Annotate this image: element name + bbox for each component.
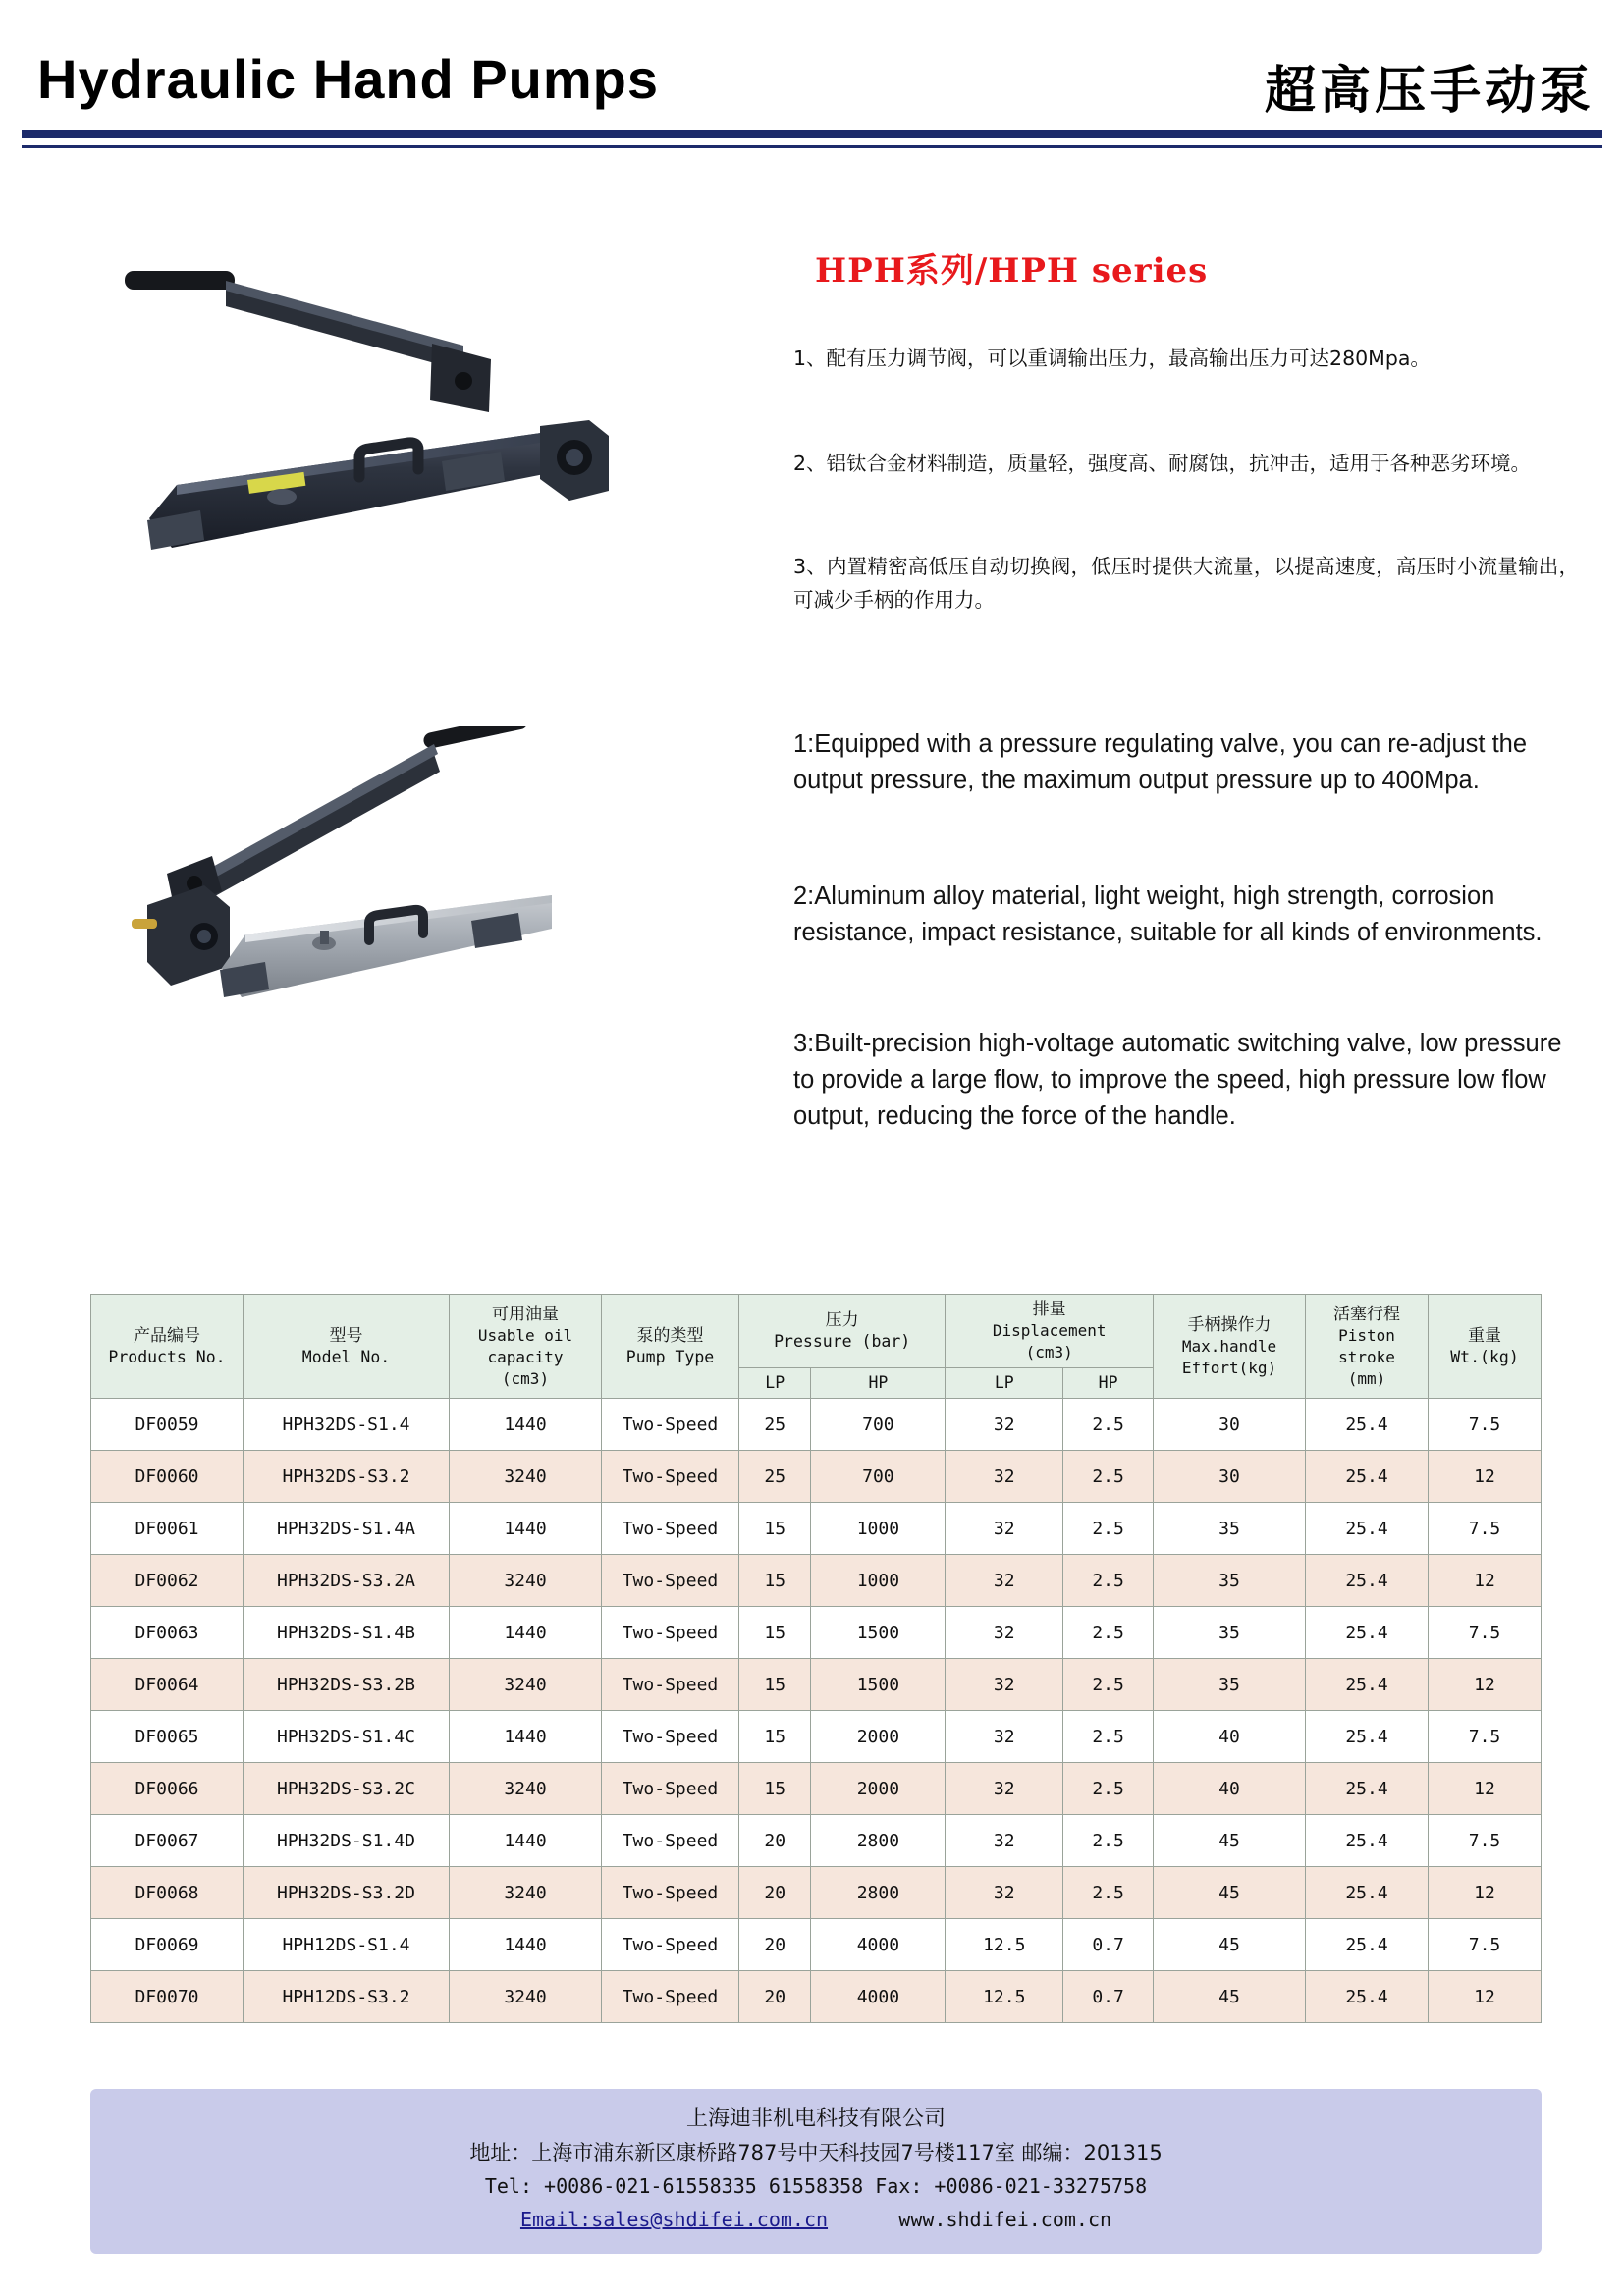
cell-piston-stroke: 25.4 [1306,1711,1429,1763]
table-row [91,1815,1542,1867]
cell-weight: 12 [1429,1659,1542,1711]
chinese-feature-3: 3、内置精密高低压自动切换阀，低压时提供大流量，以提高速度，高压时小流量输出，可减少手柄的作用力。 [793,555,1579,612]
cell-model-no: HPH12DS-S1.4 [244,1919,450,1971]
cell-piston-stroke: 25.4 [1306,1659,1429,1711]
cell-pressure-hp: 1000 [811,1503,946,1555]
header-products-no: 产品编号 Products No. [91,1295,244,1399]
cell-weight: 12 [1429,1763,1542,1815]
series-title: HPH系列/HPH series [815,251,1209,291]
cell-displacement-hp: 2.5 [1063,1607,1154,1659]
cell-oil-capacity: 3240 [450,1555,602,1607]
cell-handle-effort: 35 [1154,1607,1306,1659]
cell-displacement-hp: 0.7 [1063,1919,1154,1971]
header-displacement-lp: LP [946,1368,1063,1399]
cell-weight: 7.5 [1429,1711,1542,1763]
cell-pressure-hp: 1500 [811,1607,946,1659]
cell-displacement-hp: 2.5 [1063,1711,1154,1763]
cell-displacement-hp: 2.5 [1063,1399,1154,1451]
cell-products-no: DF0063 [91,1607,244,1659]
cell-oil-capacity: 3240 [450,1451,602,1503]
cell-displacement-lp: 32 [946,1711,1063,1763]
cell-handle-effort: 30 [1154,1451,1306,1503]
cell-pump-type: Two-Speed [602,1503,739,1555]
table-row [91,1971,1542,2023]
cell-products-no: DF0060 [91,1451,244,1503]
cell-displacement-lp: 32 [946,1867,1063,1919]
cell-pump-type: Two-Speed [602,1763,739,1815]
cell-weight: 7.5 [1429,1503,1542,1555]
cell-products-no: DF0065 [91,1711,244,1763]
english-feature-1: 1:Equipped with a pressure regulating valve, you can re-adjust the output pressure, the maximum output pressure up to 400Mpa. [793,730,1528,794]
footer-email-link[interactable]: Email:sales@shdifei.com.cn [519,2208,829,2231]
cell-pressure-hp: 700 [811,1399,946,1451]
cell-displacement-hp: 2.5 [1063,1867,1154,1919]
cell-weight: 7.5 [1429,1919,1542,1971]
cell-pump-type: Two-Speed [602,1919,739,1971]
cell-displacement-lp: 12.5 [946,1919,1063,1971]
footer-address: 地址：上海市浦东新区康桥路787号中天科技园7号楼117室 邮编：201315 [469,2141,1163,2164]
cell-displacement-hp: 2.5 [1063,1451,1154,1503]
cell-pressure-lp: 25 [739,1451,811,1503]
page-title: Hydraulic Hand Pumps [37,48,660,110]
cell-model-no: HPH32DS-S3.2B [244,1659,450,1711]
cell-piston-stroke: 25.4 [1306,1815,1429,1867]
cell-weight: 12 [1429,1971,1542,2023]
cell-oil-capacity: 1440 [450,1399,602,1451]
cell-pressure-hp: 2000 [811,1711,946,1763]
cell-handle-effort: 35 [1154,1503,1306,1555]
cell-pump-type: Two-Speed [602,1659,739,1711]
cell-products-no: DF0059 [91,1399,244,1451]
cell-products-no: DF0068 [91,1867,244,1919]
table-row [91,1763,1542,1815]
cell-displacement-lp: 32 [946,1399,1063,1451]
cell-piston-stroke: 25.4 [1306,1607,1429,1659]
table-row [91,1711,1542,1763]
footer-spacer [839,2208,887,2231]
cell-displacement-lp: 32 [946,1659,1063,1711]
cell-model-no: HPH32DS-S1.4C [244,1711,450,1763]
header-weight: 重量 Wt.(kg) [1429,1295,1542,1399]
cell-oil-capacity: 3240 [450,1971,602,2023]
page-title-chinese: 超高压手动泵 [1264,62,1595,121]
cell-oil-capacity: 3240 [450,1867,602,1919]
cell-pressure-hp: 2800 [811,1867,946,1919]
cell-weight: 12 [1429,1867,1542,1919]
header-handle-effort: 手柄操作力 Max.handle Effort(kg) [1154,1295,1306,1399]
cell-products-no: DF0067 [91,1815,244,1867]
cell-products-no: DF0069 [91,1919,244,1971]
cell-pump-type: Two-Speed [602,1451,739,1503]
cell-pressure-hp: 700 [811,1451,946,1503]
cell-model-no: HPH32DS-S1.4 [244,1399,450,1451]
cell-oil-capacity: 3240 [450,1763,602,1815]
cell-piston-stroke: 25.4 [1306,1763,1429,1815]
header-divider-thin [22,145,1602,148]
table-header-row-1 [91,1295,1542,1368]
cell-products-no: DF0062 [91,1555,244,1607]
cell-pressure-lp: 25 [739,1399,811,1451]
cell-displacement-hp: 2.5 [1063,1659,1154,1711]
cell-model-no: HPH32DS-S3.2 [244,1451,450,1503]
cell-weight: 12 [1429,1451,1542,1503]
cell-handle-effort: 30 [1154,1399,1306,1451]
product-image-top [79,234,687,558]
table-row [91,1399,1542,1451]
product-image-bottom [128,726,638,1041]
chinese-feature-1: 1、配有压力调节阀，可以重调输出压力，最高输出压力可达280Mpa。 [793,347,1431,370]
spec-table-wrapper [90,1294,1542,2023]
table-row [91,1867,1542,1919]
cell-displacement-lp: 32 [946,1763,1063,1815]
cell-displacement-hp: 0.7 [1063,1971,1154,2023]
cell-oil-capacity: 1440 [450,1919,602,1971]
cell-pressure-lp: 15 [739,1555,811,1607]
cell-displacement-lp: 32 [946,1815,1063,1867]
cell-displacement-hp: 2.5 [1063,1815,1154,1867]
cell-weight: 7.5 [1429,1607,1542,1659]
cell-displacement-lp: 32 [946,1503,1063,1555]
cell-pressure-hp: 4000 [811,1919,946,1971]
cell-handle-effort: 35 [1154,1555,1306,1607]
footer-contact-line [90,2203,1542,2236]
table-row [91,1607,1542,1659]
cell-model-no: HPH32DS-S1.4B [244,1607,450,1659]
cell-piston-stroke: 25.4 [1306,1399,1429,1451]
spec-table-body [91,1399,1542,2023]
footer-phone: Tel: +0086-021-61558335 61558358 Fax: +0086-021-33275758 [484,2174,1148,2198]
chinese-feature-2: 2、铝钛合金材料制造，质量轻，强度高、耐腐蚀，抗冲击，适用于各种恶劣环境。 [793,452,1532,475]
cell-pressure-lp: 15 [739,1763,811,1815]
cell-piston-stroke: 25.4 [1306,1555,1429,1607]
cell-model-no: HPH32DS-S3.2C [244,1763,450,1815]
english-feature-3: 3:Built-precision high-voltage automatic switching valve, low pressure to provide a large flow, to improve the speed, high pressure low flow output, reducing the force of the handle. [793,1030,1562,1130]
header-model-no: 型号 Model No. [244,1295,450,1399]
table-row [91,1919,1542,1971]
cell-handle-effort: 45 [1154,1867,1306,1919]
cell-model-no: HPH32DS-S1.4D [244,1815,450,1867]
spec-table-head [91,1295,1542,1399]
header-divider-thick [22,130,1602,138]
cell-pump-type: Two-Speed [602,1711,739,1763]
cell-displacement-lp: 32 [946,1607,1063,1659]
cell-pump-type: Two-Speed [602,1971,739,2023]
cell-displacement-hp: 2.5 [1063,1555,1154,1607]
table-row [91,1555,1542,1607]
cell-pump-type: Two-Speed [602,1867,739,1919]
cell-handle-effort: 40 [1154,1763,1306,1815]
cell-pressure-hp: 1000 [811,1555,946,1607]
cell-model-no: HPH32DS-S1.4A [244,1503,450,1555]
cell-products-no: DF0070 [91,1971,244,2023]
english-feature-2: 2:Aluminum alloy material, light weight, high strength, corrosion resistance, impact resistance, suitable for all kinds of environments. [793,882,1543,946]
spec-table [90,1294,1542,2023]
cell-model-no: HPH32DS-S3.2D [244,1867,450,1919]
cell-piston-stroke: 25.4 [1306,1503,1429,1555]
cell-oil-capacity: 1440 [450,1607,602,1659]
cell-pressure-lp: 15 [739,1607,811,1659]
cell-oil-capacity: 3240 [450,1659,602,1711]
cell-weight: 7.5 [1429,1399,1542,1451]
header-piston-stroke: 活塞行程 Piston stroke (mm) [1306,1295,1429,1399]
footer-company: 上海迪非机电科技有限公司 [685,2107,946,2131]
cell-oil-capacity: 1440 [450,1503,602,1555]
cell-oil-capacity: 1440 [450,1711,602,1763]
cell-pump-type: Two-Speed [602,1555,739,1607]
cell-weight: 7.5 [1429,1815,1542,1867]
cell-pressure-hp: 4000 [811,1971,946,2023]
cell-pump-type: Two-Speed [602,1815,739,1867]
cell-pressure-hp: 2000 [811,1763,946,1815]
cell-pressure-lp: 15 [739,1659,811,1711]
header-displacement-hp: HP [1063,1368,1154,1399]
cell-displacement-lp: 12.5 [946,1971,1063,2023]
cell-pressure-lp: 20 [739,1971,811,2023]
cell-displacement-lp: 32 [946,1451,1063,1503]
footer-panel [90,2089,1542,2254]
cell-piston-stroke: 25.4 [1306,1867,1429,1919]
header-pressure-lp: LP [739,1368,811,1399]
header-pressure: 压力 Pressure (bar) [739,1295,946,1368]
cell-piston-stroke: 25.4 [1306,1919,1429,1971]
cell-model-no: HPH32DS-S3.2A [244,1555,450,1607]
footer-website-link[interactable]: www.shdifei.com.cn [898,2208,1112,2231]
cell-oil-capacity: 1440 [450,1815,602,1867]
table-row [91,1451,1542,1503]
table-row [91,1503,1542,1555]
cell-pressure-lp: 20 [739,1815,811,1867]
header-oil-capacity: 可用油量 Usable oil capacity (cm3) [450,1295,602,1399]
cell-piston-stroke: 25.4 [1306,1451,1429,1503]
page-header [0,0,1624,157]
cell-handle-effort: 40 [1154,1711,1306,1763]
cell-displacement-hp: 2.5 [1063,1763,1154,1815]
cell-displacement-lp: 32 [946,1555,1063,1607]
cell-pressure-hp: 2800 [811,1815,946,1867]
cell-products-no: DF0064 [91,1659,244,1711]
cell-displacement-hp: 2.5 [1063,1503,1154,1555]
cell-handle-effort: 45 [1154,1815,1306,1867]
cell-handle-effort: 35 [1154,1659,1306,1711]
header-displacement: 排量 Displacement (cm3) [946,1295,1154,1368]
cell-handle-effort: 45 [1154,1919,1306,1971]
cell-products-no: DF0061 [91,1503,244,1555]
header-pump-type: 泵的类型 Pump Type [602,1295,739,1399]
cell-pressure-hp: 1500 [811,1659,946,1711]
cell-pressure-lp: 20 [739,1867,811,1919]
cell-pressure-lp: 15 [739,1711,811,1763]
cell-weight: 12 [1429,1555,1542,1607]
cell-handle-effort: 45 [1154,1971,1306,2023]
cell-pressure-lp: 20 [739,1919,811,1971]
cell-pressure-lp: 15 [739,1503,811,1555]
table-row [91,1659,1542,1711]
cell-products-no: DF0066 [91,1763,244,1815]
cell-piston-stroke: 25.4 [1306,1971,1429,2023]
cell-model-no: HPH12DS-S3.2 [244,1971,450,2023]
cell-pump-type: Two-Speed [602,1607,739,1659]
header-pressure-hp: HP [811,1368,946,1399]
cell-pump-type: Two-Speed [602,1399,739,1451]
